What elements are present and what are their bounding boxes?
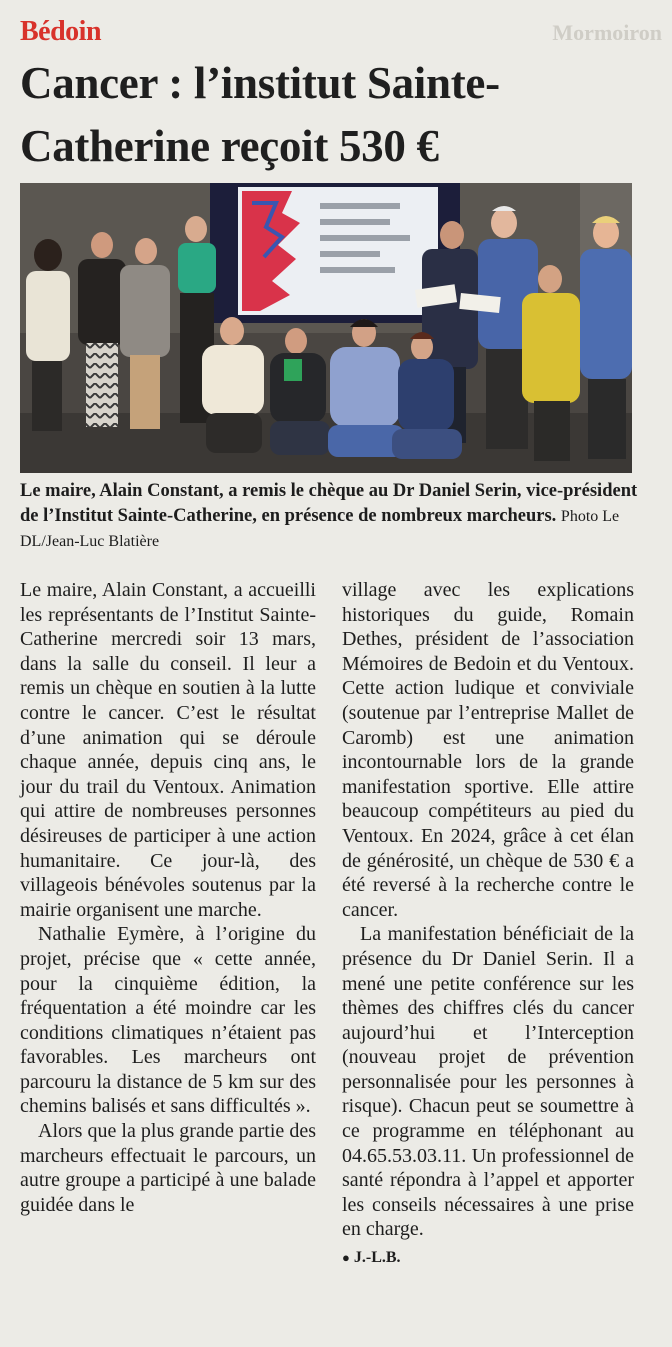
photo-credit: Photo Le DL/Jean-Luc Blatière [20, 508, 620, 550]
paragraph-3: Alors que la plus grande partie des marcheurs effectuait le parcours, un autre groupe a participé à une balade guidée dans le [20, 1120, 316, 1216]
article-column-left [20, 578, 316, 1217]
paragraph-2: Nathalie Eymère, à l’origine du projet, précise que « cette année, pour la cinquième édition, la fréquentation a été moindre car les conditions climatiques n’étaient pas favorables. Les marcheurs ont parcouru la distance de 5 km sur des chemins balisés et sans difficultés ». [20, 923, 316, 1118]
paragraph-5: La manifestation bénéficiait de la présence du Dr Daniel Serin. Il a mené une petite conférence sur les thèmes des chiffres clés du cancer aujourd’hui et l’Interception (nouveau projet de prévention personnalisée pour les personnes à risque). Chacun peut se soumettre à ce programme en téléphonant au 04.65.53.03.11. Un professionnel de santé répondra à l’appel et apporter les conseils nécessaires à une prise en charge. [342, 923, 634, 1241]
section-rubric: Bédoin [20, 16, 102, 47]
paragraph-1: Le maire, Alain Constant, a accueilli les représentants de l’Institut Sainte-Catherine mercredi soir 13 mars, dans la salle du conseil. Il leur a remis un chèque en soutien à la lutte contre le cancer. C’est le résultat d’une animation qui se déroule chaque année, depuis cinq ans, le jour du trail du Ventoux. Animation qui attire de nombreuses personnes désireuses de participer à une action humanitaire. Ce jour-là, des villageois bénévoles soutenus par la mairie organisent une marche. [20, 579, 316, 921]
article-column-right [342, 578, 634, 1271]
author-signature [342, 1246, 634, 1271]
headline: Cancer : l’institut Sainte-Catherine reçoit 530 € [20, 58, 500, 171]
signature-bullet: ● [342, 1250, 350, 1266]
caption-text: Le maire, Alain Constant, a remis le chèque au Dr Daniel Serin, vice-président de l’Institut Sainte-Catherine, en présence de nombreux marcheurs. [20, 481, 638, 526]
faded-neighbor-heading: Mormoiron [552, 20, 662, 45]
photo-caption [20, 479, 660, 554]
signature-initials: J.-L.B. [353, 1249, 401, 1267]
paragraph-4: village avec les explications historiques du guide, Romain Dethes, président de l’association Mémoires de Bedoin et du Ventoux. Cette action ludique et conviviale (soutenue par l’entreprise Mallet de Caromb) est une animation incontournable lors de la grande manifestation sportive. Elle attire beaucoup compétiteurs au pied du Ventoux. En 2024, grâce à cet élan de générosité, un chèque de 530 € a été reversé à la recherche contre le cancer. [342, 579, 634, 921]
article-photo [20, 183, 632, 473]
